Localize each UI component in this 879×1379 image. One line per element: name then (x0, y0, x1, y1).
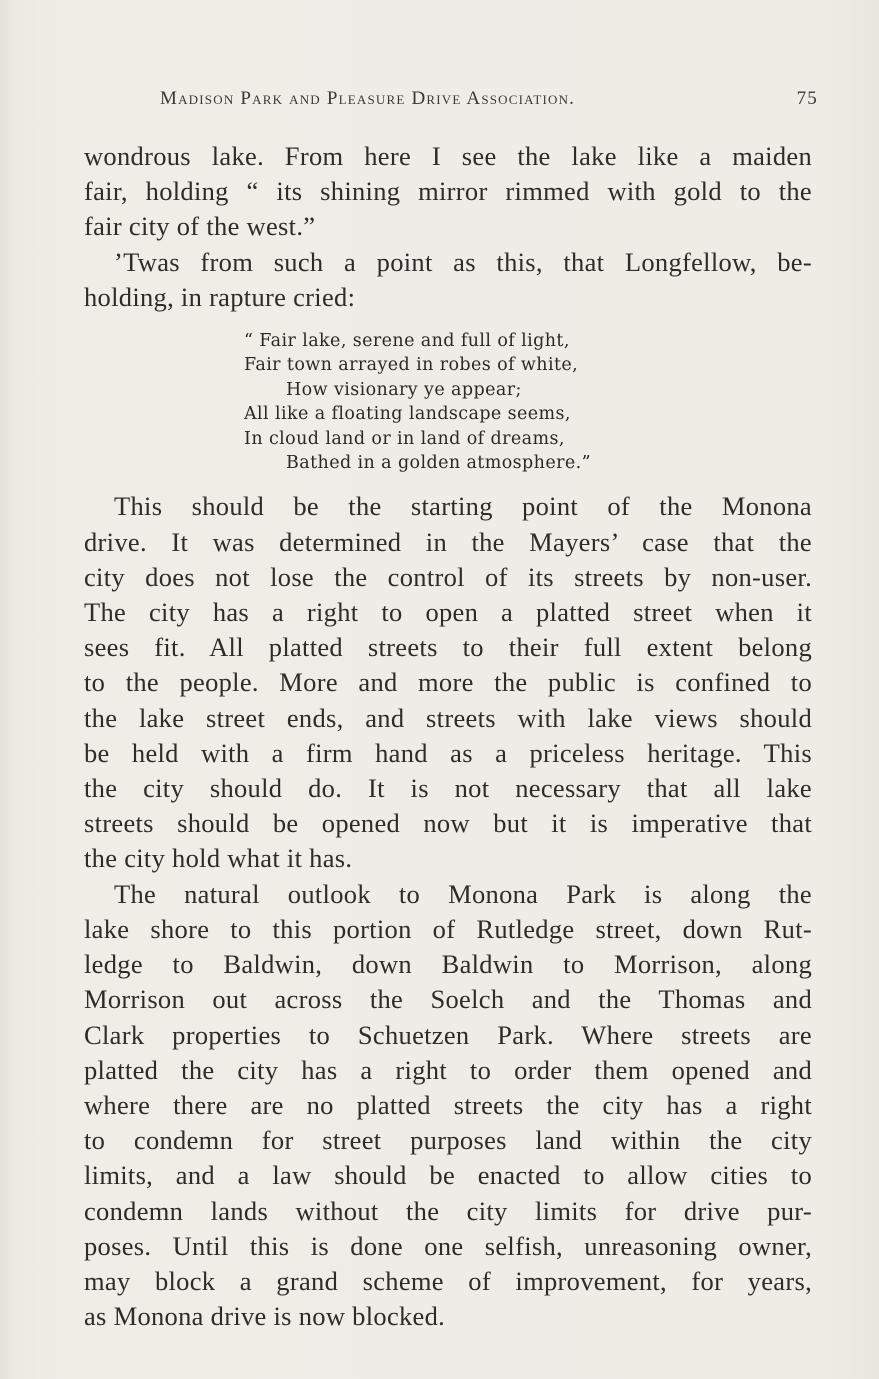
text-line: where there are no platted streets the city has a right (84, 1089, 812, 1120)
text-line: Morrison out across the Soelch and the Thomas and (84, 984, 812, 1015)
text-line: to the people. More and more the public is confined to (84, 667, 812, 698)
poem-line: Bathed in a golden atmosphere.” (286, 453, 591, 474)
text-line: streets should be opened now but it is imperative that (84, 808, 812, 839)
text-line: ledge to Baldwin, down Baldwin to Morrison, along (84, 949, 812, 980)
running-header (160, 88, 820, 114)
text-line: may block a grand scheme of improvement, for years, (84, 1265, 812, 1296)
page-body (84, 139, 812, 1334)
text-line: fair, holding “ its shining mirror rimmed with gold to the (84, 176, 812, 207)
poem-line: How visionary ye appear; (286, 379, 522, 400)
text-line: to condemn for street purposes land within the city (84, 1125, 812, 1156)
poem-line: Fair town arrayed in robes of white, (244, 355, 579, 376)
text-line: wondrous lake. From here I see the lake like a maiden (84, 141, 812, 171)
text-line: platted the city has a right to order them opened and (84, 1054, 812, 1085)
paragraph-4 (84, 877, 812, 1335)
text-line: be held with a firm hand as a priceless heritage. This (84, 737, 812, 768)
text-line: ’Twas from such a point as this, that Longfellow, be- (114, 246, 812, 277)
text-line: limits, and a law should be enacted to allow cities to (84, 1160, 812, 1191)
paragraph-2 (84, 245, 812, 315)
paragraph-3 (84, 489, 812, 876)
text-line: lake shore to this portion of Rutledge street, down Rut- (84, 913, 812, 944)
poem-line: All like a floating landscape seems, (244, 404, 571, 425)
text-line: city does not lose the control of its streets by non-user. (84, 561, 812, 592)
text-line: holding, in rapture cried: (84, 281, 356, 312)
paragraph-1 (84, 139, 812, 245)
text-line: This should be the starting point of the Monona (114, 491, 812, 522)
text-line: sees fit. All platted streets to their full extent belong (84, 632, 812, 663)
text-line: poses. Until this is done one selfish, unreasoning owner, (84, 1230, 812, 1261)
text-line: drive. It was determined in the Mayers’ case that the (84, 526, 812, 557)
page-number: 75 (796, 88, 818, 109)
text-line: The city has a right to open a platted street when it (84, 597, 812, 628)
running-header-title: Madison Park and Pleasure Drive Association. (160, 88, 576, 109)
poem-line: In cloud land or in land of dreams, (244, 428, 565, 449)
text-line: condemn lands without the city limits for drive pur- (84, 1195, 812, 1226)
text-line: the city should do. It is not necessary that all lake (84, 773, 812, 804)
text-line: the city hold what it has. (84, 843, 353, 874)
text-line: The natural outlook to Monona Park is along the (114, 878, 812, 909)
poem-quotation (244, 329, 812, 475)
text-line: as Monona drive is now blocked. (84, 1301, 446, 1332)
poem-line: “ Fair lake, serene and full of light, (244, 331, 570, 352)
text-line: Clark properties to Schuetzen Park. Where streets are (84, 1019, 812, 1050)
text-line: the lake street ends, and streets with lake views should (84, 702, 812, 733)
text-line: fair city of the west.” (84, 211, 316, 242)
